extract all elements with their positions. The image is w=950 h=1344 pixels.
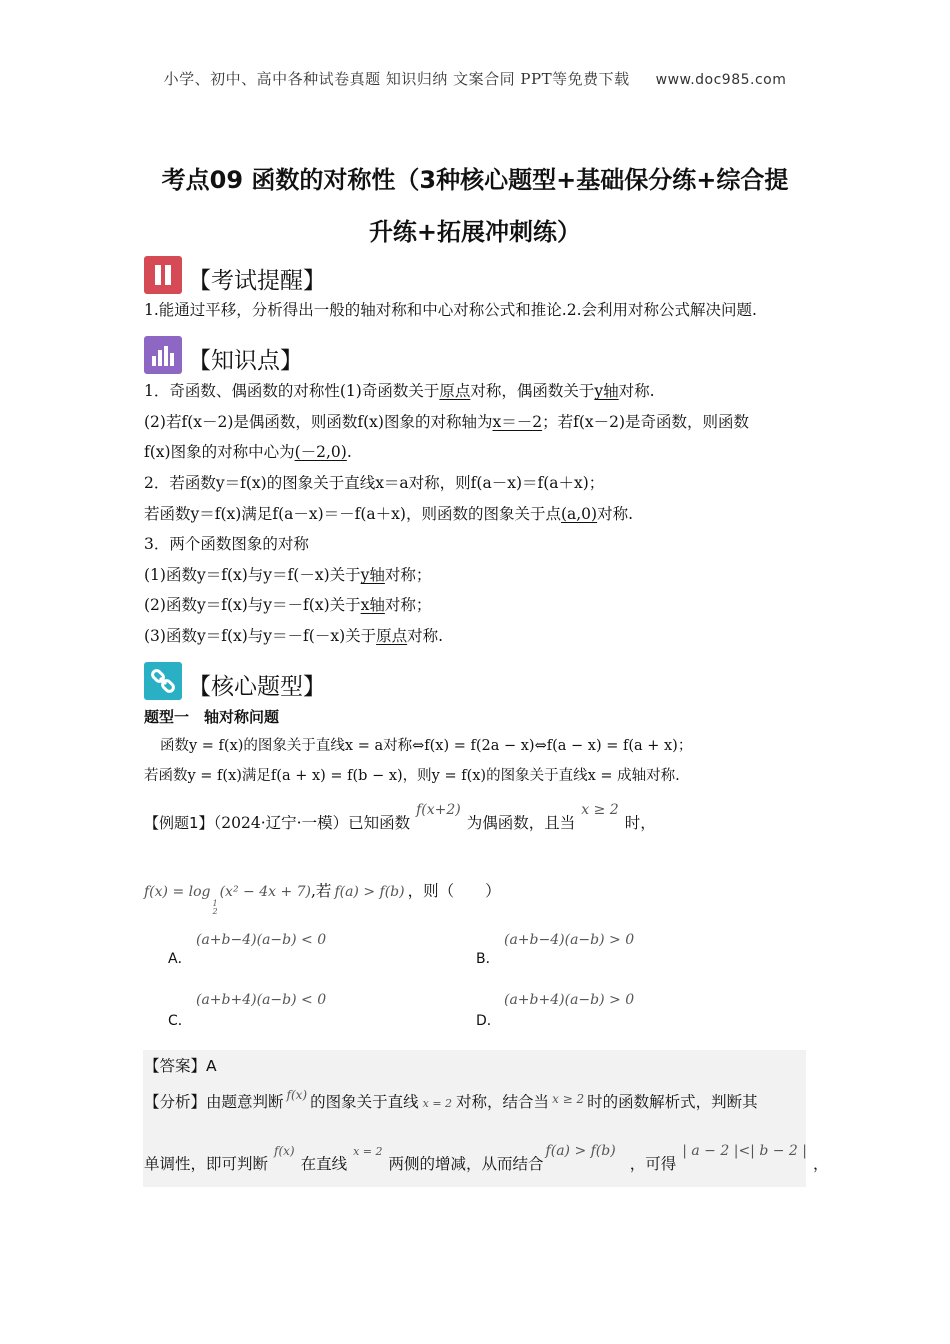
option-d-letter: D． <box>476 1013 501 1029</box>
example1-formula: f(x) = log 1 2 (x² − 4x + 7),若 f(a) > f(b) ，则（ ） <box>144 882 501 916</box>
example1-intro: 【例题1】（2024·辽宁·一模）已知函数f(x+2)为偶函数，且当x ≥ 2时， <box>144 802 656 832</box>
knowledge-line-2: (2)若f(x－2)是偶函数，则函数f(x)图象的对称轴为x＝－2；若f(x－2)是奇函数，则函数 <box>144 413 750 431</box>
analysis-line-2: 单调性，即可判断$^{f(x)}$在直线$^{x = 2}$两侧的增减，从而结合f(a) > f(b)，可得| a − 2 |<| b − 2 |， <box>144 1143 829 1173</box>
knowledge-line-5: 若函数y＝f(x)满足f(a－x)＝－f(a＋x)，则函数的图象关于点(a,0)对称. <box>144 505 634 523</box>
knowledge-heading <box>144 334 303 374</box>
exam-tip-heading <box>144 254 326 294</box>
knowledge-label: 【知识点】 <box>188 348 303 374</box>
option-d-expr: (a+b+4)(a−b) > 0 <box>504 992 635 1008</box>
header-site: www.doc985.com <box>655 72 787 88</box>
option-a-letter: A． <box>168 951 192 967</box>
pause-icon <box>144 256 182 294</box>
type1-heading: 题型一 轴对称问题 <box>144 708 280 726</box>
bar-chart-icon <box>144 336 182 374</box>
knowledge-line-8: (2)函数y＝f(x)与y＝－f(x)关于x轴对称； <box>144 596 432 614</box>
answer-line: 【答案】A <box>144 1057 217 1075</box>
option-b-expr: (a+b−4)(a−b) > 0 <box>504 932 635 948</box>
knowledge-line-1: 1．奇函数、偶函数的对称性(1)奇函数关于原点对称，偶函数关于y轴对称. <box>144 382 655 400</box>
knowledge-line-3: f(x)图象的对称中心为(－2,0). <box>144 443 352 461</box>
knowledge-line-9: (3)函数y＝f(x)与y＝－f(－x)关于原点对称. <box>144 627 444 645</box>
link-icon <box>144 662 182 700</box>
exam-tip-label: 【考试提醒】 <box>188 268 326 294</box>
header-text: 小学、初中、高中各种试卷真题 知识归纳 文案合同 PPT等免费下载 <box>163 70 630 88</box>
page-header <box>0 68 950 89</box>
knowledge-line-7: (1)函数y＝f(x)与y＝f(－x)关于y轴对称； <box>144 566 432 584</box>
option-a-expr: (a+b−4)(a−b) < 0 <box>196 932 327 948</box>
core-heading <box>144 660 326 700</box>
type1-line-1: 函数y = f(x)的图象关于直线x = a对称⇔f(x) = f(2a − x)⇔f(a − x) = f(a + x)； <box>160 738 693 754</box>
type1-line-2: 若函数y = f(x)满足f(a + x) = f(b − x)，则y = f(x)的图象关于直线x = 成轴对称. <box>144 768 680 784</box>
analysis-line-1: 【分析】由题意判断 $^{f(x)}$ 的图象关于直线 x = 2 对称，结合当 $^{x \ge 2}$ 时的函数解析式，判断其 <box>144 1088 758 1111</box>
page-title-line1: 考点09 函数的对称性（3种核心题型+基础保分练+综合提 <box>161 166 789 194</box>
page-title-line2: 升练+拓展冲刺练） <box>368 218 582 246</box>
exam-tip-text: 1.能通过平移，分析得出一般的轴对称和中心对称公式和推论.2.会利用对称公式解决问题. <box>144 301 757 319</box>
option-c-expr: (a+b+4)(a−b) < 0 <box>196 992 327 1008</box>
option-b-letter: B． <box>476 951 500 967</box>
knowledge-line-4: 2．若函数y＝f(x)的图象关于直线x＝a对称，则f(a－x)＝f(a＋x)； <box>144 474 605 492</box>
option-c-letter: C． <box>168 1013 192 1029</box>
core-label: 【核心题型】 <box>188 674 326 700</box>
knowledge-line-6: 3．两个函数图象的对称 <box>144 535 309 553</box>
